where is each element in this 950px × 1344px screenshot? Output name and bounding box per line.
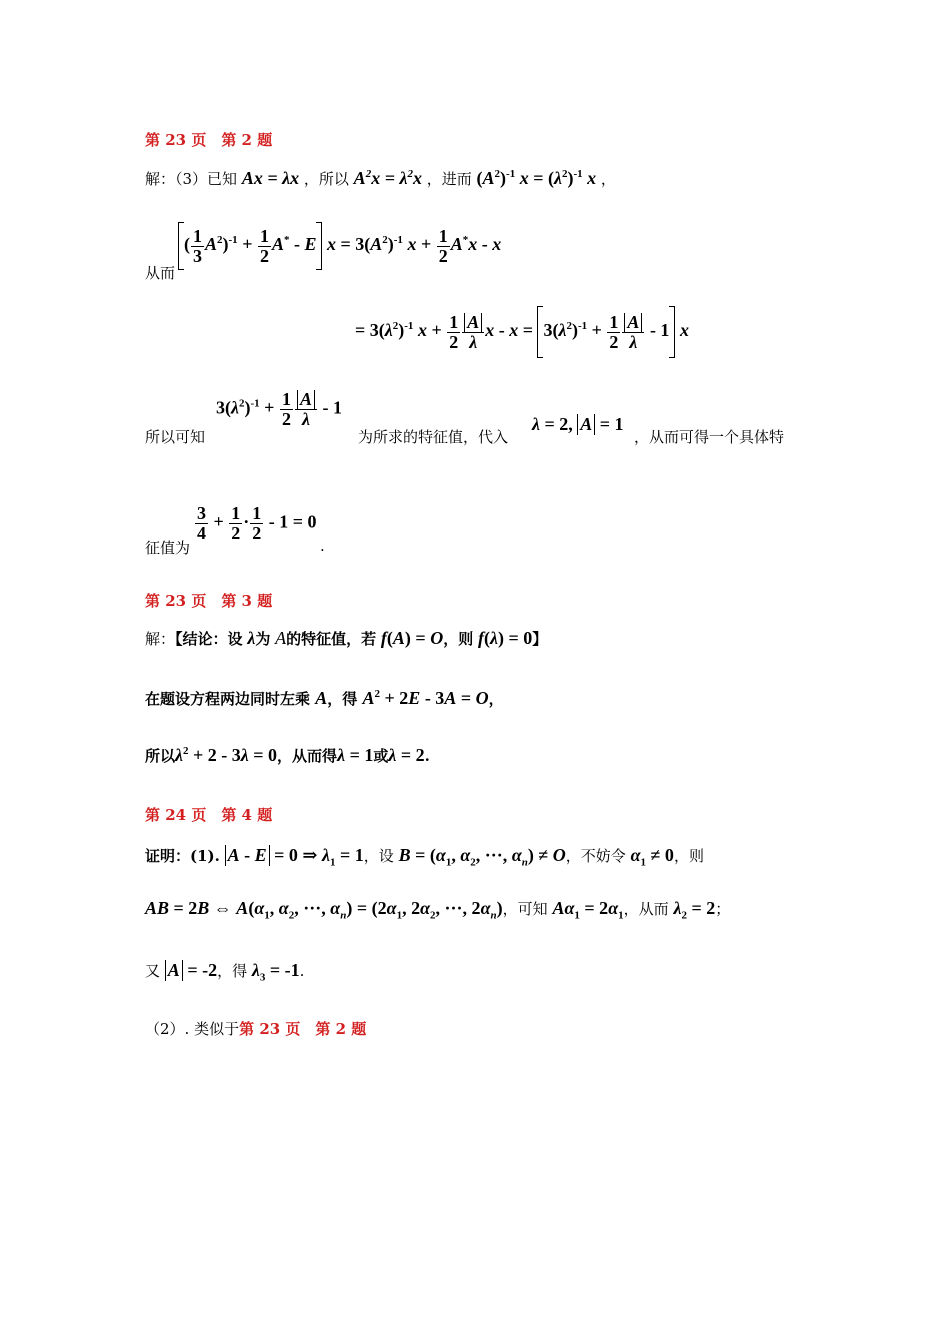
proof-line-4 bbox=[145, 1018, 366, 1039]
formula-eigenvalue-expr: $3(\lambda^2)^{-1}$ + $\frac{1}{2}$ $\frac{A}{\lambda}$ - 1 bbox=[216, 389, 342, 429]
text-kezhi: ，可知 bbox=[502, 900, 548, 918]
text-zhengming: 证明：(1). bbox=[145, 847, 220, 865]
section-heading-2: 第 23 页 第 3 题 bbox=[145, 592, 273, 610]
formula-det-a-e: A - E = 0 ⇒ $\lambda_1 = 1$ bbox=[225, 845, 364, 865]
text-period: . bbox=[320, 537, 325, 555]
text-congerkede: ，从而可得一个具体特 bbox=[634, 428, 785, 446]
formula-fl-eq-0: f(λ) = 0 bbox=[477, 628, 533, 648]
text-period-3: . bbox=[299, 962, 305, 980]
text-bufangling: ，不妨令 bbox=[565, 847, 626, 865]
text-she: ，设 bbox=[363, 847, 394, 865]
formula-inverse: $(A^2)^{-1}$ $x = (\lambda^2)^{-1}$ x bbox=[476, 168, 597, 188]
proof-line-3 bbox=[145, 960, 305, 984]
text-comma: ， bbox=[600, 170, 616, 188]
formula-a-alpha1: $A\alpha_1 = 2\alpha_1$ bbox=[552, 898, 624, 922]
text-wei: 为 bbox=[255, 630, 271, 648]
formula-bracket-1: ( $\frac{1}{3}$ $A^2)^{-1}$ + $\frac{1}{2}$ A* - E $x = 3(A^2)^{-1}$ x + $\frac{1}{2}$ A*x - x bbox=[178, 222, 501, 270]
formula-lambda-2: λ = 2, A = 1 bbox=[532, 414, 624, 434]
formula-ax-eq-lx: Ax = λx bbox=[241, 168, 300, 188]
text-intro: 解：（3）已知 bbox=[145, 170, 238, 188]
solution-2-line-3 bbox=[145, 745, 430, 766]
solution-2-line-2 bbox=[145, 688, 504, 709]
text-tezhengzhi: 的特征值，若 bbox=[286, 630, 377, 648]
text-conger-2: ，从而 bbox=[623, 900, 669, 918]
text-ze-2: ，则 bbox=[673, 847, 704, 865]
text-jie: 解： bbox=[145, 630, 176, 648]
formula-det-a: A = -2 bbox=[165, 960, 217, 980]
proof-line-1 bbox=[145, 845, 704, 869]
text-zuocheng: 在题设方程两边同时左乘 bbox=[145, 690, 311, 708]
solution-2-line-1 bbox=[145, 628, 547, 649]
text-zhengzhiwei: 征值为 bbox=[145, 539, 191, 557]
section-heading-1: 第 23 页 第 2 题 bbox=[145, 131, 273, 149]
text-ref-page: 第 23 页 第 2 题 bbox=[239, 1020, 367, 1038]
text-suoyi: ，所以 bbox=[303, 170, 349, 188]
formula-lambda-1: λ = 1 bbox=[337, 745, 374, 765]
formula-bracket-2: = $3(\lambda^2)^{-1}$ x + $\frac{1}{2}$ $\frac{A}{\lambda}$ $x - x = 3(\lambda^2)^{-1}$ + $\frac{1}{2}$ $\frac{A}{\lambda}$ - 1 x bbox=[355, 306, 689, 358]
text-jiner: ，进而 bbox=[426, 170, 472, 188]
solution-1-line-1 bbox=[145, 168, 616, 189]
section-heading-3: 第 24 页 第 4 题 bbox=[145, 806, 273, 824]
formula-lambda2-eq-2: $\lambda_2 = 2$ bbox=[673, 898, 716, 922]
text-jielun: 【结论：设 bbox=[175, 630, 243, 648]
formula-b-def: $B = (\alpha_1$, $\alpha_2$, ···, $\alpha_n) \ne O$ bbox=[398, 845, 566, 869]
text-comma-2: ， bbox=[488, 690, 504, 708]
text-huo: 或 bbox=[373, 747, 389, 765]
formula-a: A bbox=[275, 628, 287, 648]
formula-a-2: A bbox=[315, 688, 328, 708]
formula-a2x: $A^2x = \lambda^2x$ bbox=[353, 168, 422, 188]
text-suoyi-2: 所以 bbox=[145, 747, 176, 765]
formula-fa-eq-o: f(A) = O bbox=[380, 628, 444, 648]
text-conger: 从而 bbox=[145, 264, 176, 282]
text-weisuoqiu: 为所求的特征值，代入 bbox=[358, 428, 509, 446]
text-period-2: . bbox=[424, 747, 430, 765]
text-you: 又 bbox=[145, 962, 161, 980]
formula-lambda3: $\lambda_3 = -1$ bbox=[251, 960, 300, 984]
formula-char-poly: $\lambda^2 + 2 - 3\lambda = 0$ bbox=[175, 745, 278, 765]
formula-result: $\frac{3}{4}$ + $\frac{1}{2}$ · $\frac{1}{2}$ - 1 = 0 bbox=[197, 503, 317, 543]
formula-ab-eq-2b: AB = 2B ⇔ $A(\alpha_1$, $\alpha_2$, ···, $\alpha_n) = (2\alpha_1$, $2\alpha_2$, ···, $2\alpha_n$) bbox=[145, 898, 503, 922]
text-de: ，得 bbox=[327, 690, 358, 708]
formula-alpha1-ne-0: $\alpha_1 \ne 0$ bbox=[630, 845, 674, 869]
text-semicolon: ； bbox=[715, 900, 731, 918]
text-close-bracket: 】 bbox=[532, 630, 548, 648]
proof-line-2 bbox=[145, 898, 731, 922]
text-leisiyu: （2）. 类似于 bbox=[145, 1020, 240, 1038]
text-de-2: ，得 bbox=[217, 962, 248, 980]
text-ze: ，则 bbox=[443, 630, 474, 648]
formula-lambda-2b: λ = 2 bbox=[388, 745, 425, 765]
formula-equation: $A^2 + 2E - 3A = O$ bbox=[362, 688, 489, 708]
formula-lambda: λ bbox=[247, 628, 256, 648]
text-congerde: ，从而得 bbox=[277, 747, 338, 765]
text-suoyikezhi: 所以可知 bbox=[145, 428, 206, 446]
